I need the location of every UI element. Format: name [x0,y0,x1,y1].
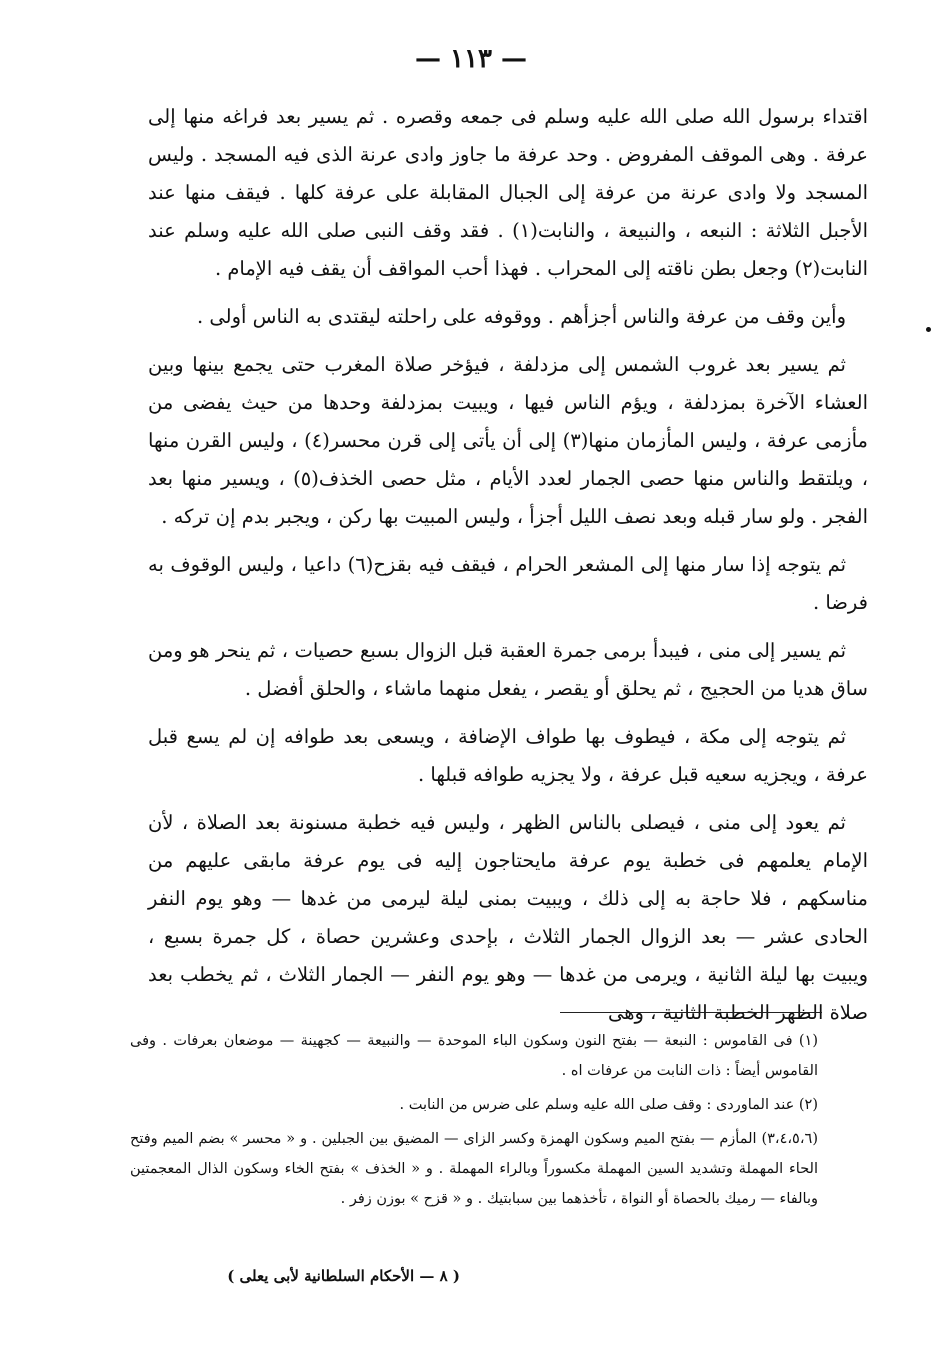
page-number: — ١١٣ — [414,44,528,74]
paragraph: ثم يتوجه إذا سار منها إلى المشعر الحرام ، فيقف فيه بقزح(٦) داعيا ، وليس الوقوف به فرضا . [148,553,868,614]
footer-reference: ( ٨ — الأحكام السلطانية لأبى يعلى ) [227,1267,460,1285]
footnote: (٣،٤،٥،٦) المأزم — بفتح الميم وسكون الهمزة وكسر الزاى — المضيق بين الجبلين . و « محسر » بضم الميم وفتح الحاء المهملة وتشديد السين المهملة مكسوراً وبالراء المهملة . و « الخذف » بفتح الخاء وسكون الذال المعجمتين وبالفاء — رميك بالحصاة أو النواة ، تأخذهما بين سبابتيك . و « قزح » بوزن زفر . [130,1131,818,1207]
paragraph: اقتداء برسول الله صلى الله عليه وسلم فى جمعه وقصره . ثم يسير بعد فراغه منها إلى عرفة . وهى الموقف المفروض . وحد عرفة ما جاوز وادى عرنة الذى فيه المسجد . وليس المسجد ولا وادى عرنة من عرفة إلى الجبال المقابلة على عرفة كلها . فيقف منها عند الأجبل الثلاثة : النبعه ، والنبيعة ، والنابت(١) . فقد وقف النبى صلى الله عليه وسلم عند النابت(٢) وجعل بطن ناقته إلى المحراب . فهذا أحب المواقف أن يقف فيه الإمام . [148,105,868,280]
footnotes [130,1026,818,1218]
footnote: (١) فى القاموس : النبعة — بفتح النون وسكون الباء الموحدة — والنبيعة — كجهينة — موضعان بعرفات . وفى القاموس أيضاً : ذات النابت من عرفات اه . [130,1033,818,1079]
paragraph: ثم يسير إلى منى ، فيبدأ برمى جمرة العقبة قبل الزوال بسبع حصيات ، ثم ينحر هو ومن ساق هديا من الحجيج ، ثم يحلق أو يقصر ، يفعل منهما ماشاء ، والحلق أفضل . [148,639,868,700]
paragraph: ثم يسير بعد غروب الشمس إلى مزدلفة ، فيؤخر صلاة المغرب حتى يجمع بينها وبين العشاء الآخرة بمزدلفة ، ويؤم الناس فيها ، ويبيت بمزدلفة وحدها من حيث يفضى من مأزمى عرفة ، وليس المأزمان منها(٣) إلى أن يأتى إلى قرن محسر(٤) ، وليس القرن منها ، ويلتقط والناس منها حصى الجمار لعدد الأيام ، مثل حصى الخذف(٥) ، ويسير منها بعد الفجر . ولو سار قبله وبعد نصف الليل أجزأ ، وليس المبيت بها ركن ، ويجبر بدم إن تركه . [148,353,868,528]
paragraph: وأين وقف من عرفة والناس أجزأهم . ووقوفه على راحلته ليقتدى به الناس أولى . [197,305,846,328]
paragraph: ثم يعود إلى منى ، فيصلى بالناس الظهر ، وليس فيه خطبة مسنونة بعد الصلاة ، لأن الإمام يعلمهم فى خطبة يوم عرفة مايحتاجون إليه فى يوم عرفة مابقى عليهم من مناسكهم ، فلا حاجة به إلى ذلك ، ويبيت بمنى ليلة ليرمى من غدها — وهو يوم النفر الحادى عشر — بعد الزوال الجمار الثلاث ، بإحدى وعشرين حصاة ، كل جمرة بسبع ، ويبيت بها ليلة الثانية ، ويرمى من غدها — وهو يوم النفر — الجمار الثلاث ، ثم يخطب بعد صلاة الظهر الخطبة الثانية ، وهى [148,811,868,1024]
body-text [148,98,868,1042]
footnote-divider [560,1012,822,1013]
margin-mark [926,327,931,332]
footnote: (٢) عند الماوردى : وقف صلى الله عليه وسلم على ضرس من النابت . [399,1097,818,1113]
paragraph: ثم يتوجه إلى مكة ، فيطوف بها طواف الإضافة ، ويسعى بعد طوافه إن لم يسع قبل عرفة ، ويجزيه سعيه قبل عرفة ، ولا يجزيه طوافه قبلها . [148,725,868,786]
